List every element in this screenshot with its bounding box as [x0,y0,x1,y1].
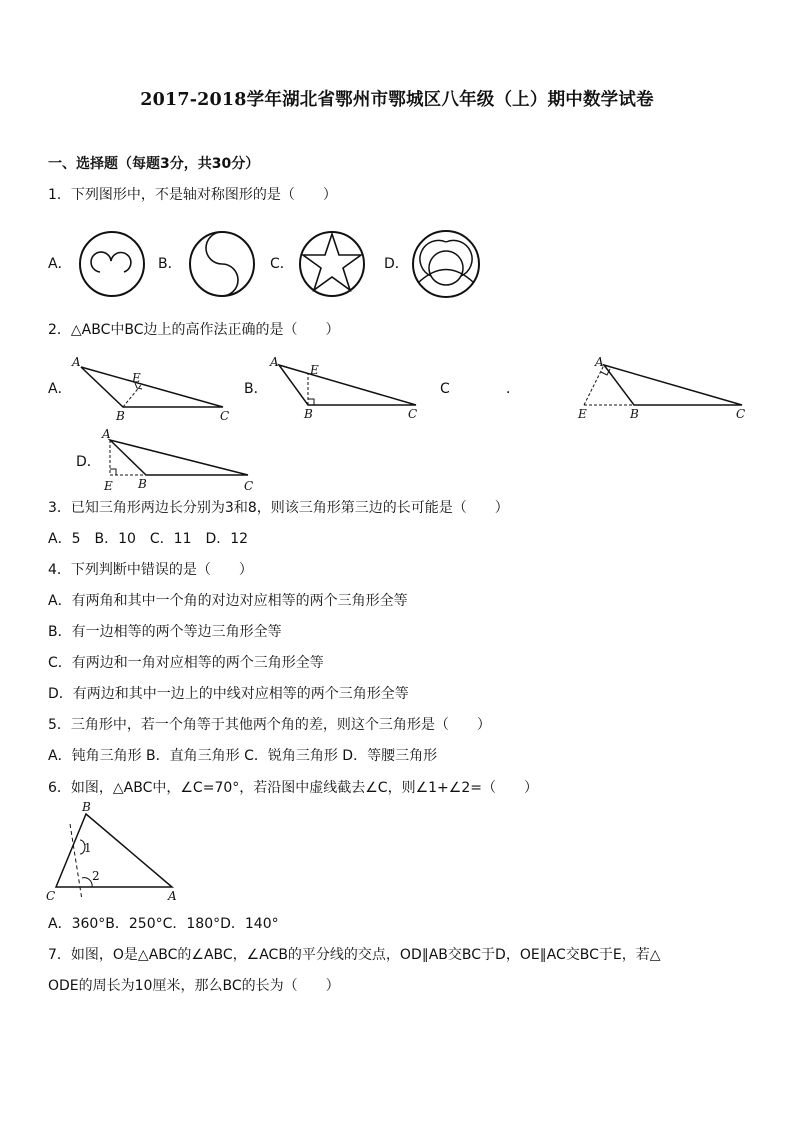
q2-figure-b [266,352,426,424]
q1-option-d-label: D． [384,256,409,272]
q2a-label-a: A [72,355,81,369]
question-5-stem: 5．三角形中，若一个角等于其他两个角的差，则这个三角形是（ ） [48,717,491,733]
q1-option-b-label: B． [158,256,182,272]
q6-label-b: B [82,800,91,814]
q2d-label-e: E [104,479,113,493]
question-3-options: A．5 B．10 C．11 D．12 [48,531,249,547]
q1-option-a-label: A． [48,256,72,272]
q2-option-c-label: C [440,381,450,397]
question-5-options: A．钝角三角形 B．直角三角形 C．锐角三角形 D．等腰三角形 [48,748,438,764]
q2b-label-e: E [310,363,319,377]
question-4-option-b: B．有一边相等的两个等边三角形全等 [48,624,282,640]
q2d-label-a: A [102,427,111,441]
q1-figure-a [78,228,146,300]
section-heading: 一、选择题（每题3分，共30分） [48,156,260,172]
q6-label-a: A [168,889,177,903]
question-4-option-c: C．有两边和一角对应相等的两个三角形全等 [48,655,324,671]
q2c-label-a: A [595,355,604,369]
q2d-label-c: C [244,479,254,493]
q1-figure-b [188,228,256,300]
question-6-stem: 6．如图，△ABC中，∠C=70°，若沿图中虚线截去∠C，则∠1+∠2=（ ） [48,780,538,796]
q1-option-c-label: C． [270,256,294,272]
q6-figure [44,800,184,910]
q2b-label-a: A [270,355,279,369]
question-4-option-d: D．有两边和其中一边上的中线对应相等的两个三角形全等 [48,686,409,702]
q2b-label-c: C [408,407,418,421]
q2c-label-b: B [630,407,639,421]
q2b-label-b: B [304,407,313,421]
q2d-label-b: B [138,477,147,491]
q2-option-d-label: D． [76,454,101,470]
question-4-option-a: A．有两角和其中一个角的对边对应相等的两个三角形全等 [48,593,408,609]
q1-figure-c [298,228,366,300]
q6-label-c: C [46,889,56,903]
q2a-label-e: E [132,371,141,385]
question-7-line-1: 7．如图，O是△ABC的∠ABC，∠ACB的平分线的交点，OD∥AB交BC于D，OE∥AC交BC于E，若△ [48,947,661,963]
q2-figure-d [96,424,266,496]
page-title: 2017-2018学年湖北省鄂州市鄂城区八年级（上）期中数学试卷 [140,90,654,110]
question-2-stem: 2．△ABC中BC边上的高作法正确的是（ ） [48,322,340,338]
question-6-options: A．360°B．250°C．180°D．140° [48,916,279,932]
q2c-label-c: C [736,407,746,421]
q2-option-b-label: B． [244,381,268,397]
q2-option-a-label: A． [48,381,72,397]
q6-angle-1: 1 [84,841,92,855]
q2-figure-c [576,352,752,424]
q2a-label-b: B [116,409,125,423]
q2-figure-a [68,352,238,424]
q2a-label-c: C [220,409,230,423]
q2c-label-e: E [578,407,587,421]
question-7-line-2: ODE的周长为10厘米，那么BC的长为（ ） [48,978,340,994]
q2-option-c-dot: ． [506,381,520,397]
q6-angle-2: 2 [92,869,100,883]
q1-figure-d [410,226,482,302]
question-4-stem: 4．下列判断中错误的是（ ） [48,562,253,578]
question-3-stem: 3．已知三角形两边长分别为3和8，则该三角形第三边的长可能是（ ） [48,500,509,516]
question-1-stem: 1．下列图形中，不是轴对称图形的是（ ） [48,187,337,203]
